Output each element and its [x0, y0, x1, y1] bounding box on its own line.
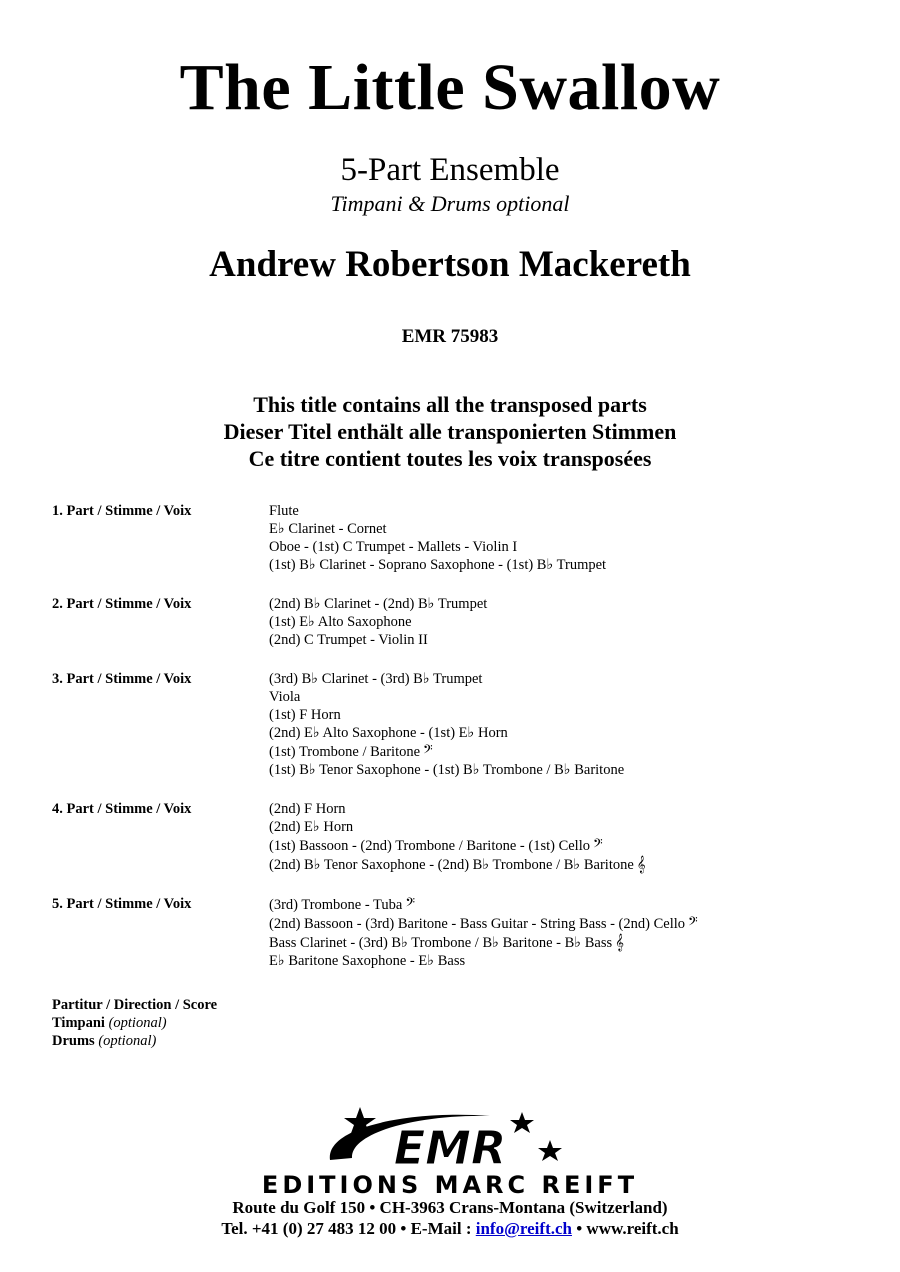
part-group	[52, 595, 872, 649]
part-label: 4. Part / Stimme / Voix	[52, 801, 192, 817]
part-label: 1. Part / Stimme / Voix	[52, 503, 192, 519]
contact-web: • www.reift.ch	[571, 1219, 679, 1238]
catalog-number: EMR 75983	[401, 326, 499, 347]
instrument-line	[269, 933, 872, 952]
bass-clef-icon: 𝄢	[593, 836, 603, 854]
instrument-line	[269, 895, 872, 914]
composer: Andrew Robertson Mackereth	[209, 244, 691, 285]
part-label: 5. Part / Stimme / Voix	[52, 896, 192, 912]
instrument-text: (2nd) C Trumpet - Violin II	[269, 632, 428, 648]
drums-label: Drums	[52, 1033, 95, 1049]
treble-clef-icon: 𝄞	[615, 933, 625, 951]
instrument-line	[269, 631, 872, 649]
publisher-address: Route du Golf 150 • CH-3963 Crans-Montana (Switzerland)	[232, 1198, 668, 1217]
instrument-line	[269, 706, 872, 724]
optional-note: Timpani & Drums optional	[330, 191, 570, 216]
instrument-text: (1st) B♭ Tenor Saxophone - (1st) B♭ Trombone / B♭ Baritone	[269, 762, 625, 778]
instrument-line	[269, 800, 872, 818]
timpani-label: Timpani	[52, 1015, 105, 1031]
contact-tel: Tel. +41 (0) 27 483 12 00 • E-Mail :	[221, 1219, 476, 1238]
instrument-line	[269, 724, 872, 742]
publisher-name: EDITIONS MARC REIFT	[261, 1171, 639, 1199]
instrument-text: Viola	[269, 689, 301, 705]
instrument-line	[269, 761, 872, 779]
instrument-line	[269, 914, 872, 933]
part-instruments	[269, 670, 872, 779]
part-label: 2. Part / Stimme / Voix	[52, 596, 192, 612]
instrument-text: (1st) F Horn	[269, 707, 341, 723]
instrument-line	[269, 613, 872, 631]
treble-clef-icon: 𝄞	[636, 855, 646, 873]
notice-line: Ce titre contient toutes les voix transposées	[248, 446, 652, 471]
instrument-line	[269, 952, 872, 970]
bass-clef-icon: 𝄢	[405, 895, 415, 913]
part-label: 3. Part / Stimme / Voix	[52, 671, 192, 687]
notice-line: Dieser Titel enthält alle transponierten Stimmen	[223, 419, 677, 444]
instrument-text: E♭ Clarinet - Cornet	[269, 521, 387, 537]
instrument-text: (2nd) E♭ Alto Saxophone - (1st) E♭ Horn	[269, 725, 508, 741]
instrument-text: (2nd) Bassoon - (3rd) Baritone - Bass Guitar - String Bass - (2nd) Cello	[269, 916, 686, 932]
instrument-line	[269, 556, 872, 574]
part-group	[52, 895, 872, 970]
part-instruments	[269, 502, 872, 574]
part-instruments	[269, 800, 872, 874]
bass-clef-icon: 𝄢	[688, 914, 698, 932]
instrument-text: (3rd) B♭ Clarinet - (3rd) B♭ Trumpet	[269, 671, 483, 687]
notice-line: This title contains all the transposed parts	[253, 392, 647, 417]
instrument-text: E♭ Baritone Saxophone - E♭ Bass	[269, 953, 466, 969]
parts-list	[52, 502, 872, 991]
instrument-line	[269, 670, 872, 688]
instrument-text: (2nd) F Horn	[269, 801, 346, 817]
instrument-line	[269, 742, 872, 761]
instrument-line	[269, 818, 872, 836]
instrument-text: (1st) B♭ Clarinet - Soprano Saxophone - (1st) B♭ Trumpet	[269, 557, 607, 573]
timpani-note: (optional)	[108, 1015, 167, 1031]
drums-line	[52, 1032, 217, 1050]
title: The Little Swallow	[179, 51, 721, 124]
bass-clef-icon: 𝄢	[423, 742, 433, 760]
part-instruments	[269, 895, 872, 970]
publisher-contact	[0, 1218, 900, 1240]
instrument-text: Flute	[269, 503, 299, 519]
drums-note: (optional)	[98, 1033, 157, 1049]
part-group	[52, 502, 872, 574]
instrument-line	[269, 688, 872, 706]
logo-text: EMR	[393, 1121, 507, 1175]
instrument-text: (1st) E♭ Alto Saxophone	[269, 614, 412, 630]
instrument-text: Bass Clarinet - (3rd) B♭ Trombone / B♭ Baritone - B♭ Bass	[269, 935, 613, 951]
score-label: Partitur / Direction / Score	[52, 997, 218, 1013]
instrument-text: (3rd) Trombone - Tuba	[269, 897, 403, 913]
instrument-text: (2nd) B♭ Clarinet - (2nd) B♭ Trumpet	[269, 596, 488, 612]
part-group	[52, 800, 872, 874]
instrument-text: (2nd) B♭ Tenor Saxophone - (2nd) B♭ Trombone / B♭ Baritone	[269, 857, 634, 873]
extras	[52, 996, 217, 1050]
part-group	[52, 670, 872, 779]
part-instruments	[269, 595, 872, 649]
instrument-line	[269, 502, 872, 520]
instrument-line	[269, 836, 872, 855]
email-link[interactable]: info@reift.ch	[475, 1219, 572, 1238]
instrument-line	[269, 855, 872, 874]
subtitle: 5-Part Ensemble	[340, 152, 560, 188]
instrument-line	[269, 538, 872, 556]
notice	[0, 391, 900, 472]
instrument-text: Oboe - (1st) C Trumpet - Mallets - Violin I	[269, 539, 518, 555]
instrument-text: (1st) Trombone / Baritone	[269, 744, 421, 760]
timpani-line	[52, 1014, 217, 1032]
instrument-line	[269, 595, 872, 613]
instrument-text: (2nd) E♭ Horn	[269, 819, 354, 835]
instrument-line	[269, 520, 872, 538]
instrument-text: (1st) Bassoon - (2nd) Trombone / Baritone - (1st) Cello	[269, 838, 590, 854]
